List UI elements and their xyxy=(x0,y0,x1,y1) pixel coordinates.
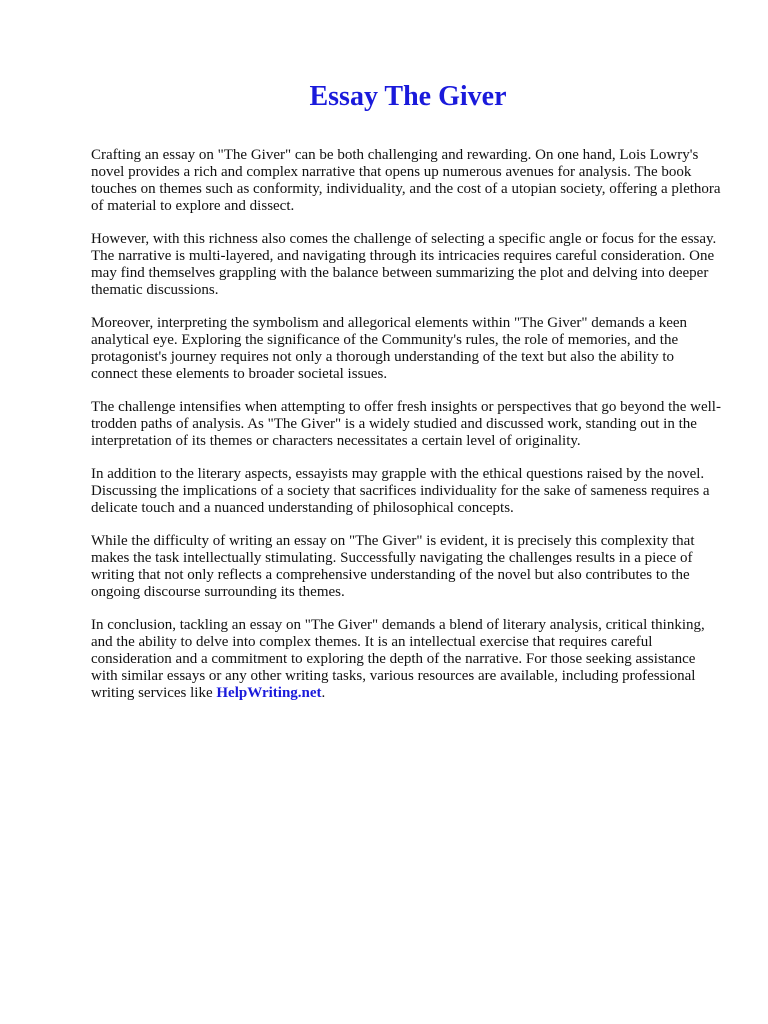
paragraph-2: However, with this richness also comes the challenge of selecting a specific angle or focus for the essay. The narrative is multi-layered, and navigating through its intricacies requires careful consideration. One may find themselves grappling with the balance between summarizing the plot and delving into deeper thematic discussions. xyxy=(91,231,717,298)
paragraph-7-text: In conclusion, tackling an essay on "The Giver" demands a blend of literary analysis, critical thinking, and the ability to delve into complex themes. It is an intellectual exercise that requires careful consideration and a commitment to exploring the depth of the narrative. For those seeking assistance with similar essays or any other writing tasks, various resources are available, including professional writing services like xyxy=(91,617,705,701)
helpwriting-link[interactable]: HelpWriting.net xyxy=(216,685,322,701)
paragraph-7 xyxy=(91,617,721,702)
paragraph-3: Moreover, interpreting the symbolism and allegorical elements within "The Giver" demands a keen analytical eye. Exploring the significance of the Community's rules, the role of memories, and the protagonist's journey requires not only a thorough understanding of the text but also the ability to connect these elements to broader societal issues. xyxy=(91,315,688,382)
paragraph-6: While the difficulty of writing an essay on "The Giver" is evident, it is precisely this complexity that makes the task intellectually stimulating. Successfully navigating the challenges results in a piece of writing that not only reflects a comprehensive understanding of the novel but also contributes to the ongoing discourse surrounding its themes. xyxy=(91,533,695,600)
document-title: Essay The Giver xyxy=(309,81,507,112)
document-body xyxy=(91,147,721,718)
paragraph-1: Crafting an essay on "The Giver" can be both challenging and rewarding. On one hand, Lois Lowry's novel provides a rich and complex narrative that opens up numerous avenues for analysis. The book touches on themes such as conformity, individuality, and the cost of a utopian society, offering a plethora of material to explore and dissect. xyxy=(91,147,721,214)
paragraph-5: In addition to the literary aspects, essayists may grapple with the ethical questions raised by the novel. Discussing the implications of a society that sacrifices individuality for the sake of sameness requires a delicate touch and a nuanced understanding of philosophical concepts. xyxy=(91,466,710,516)
paragraph-4: The challenge intensifies when attempting to offer fresh insights or perspectives that go beyond the well-trodden paths of analysis. As "The Giver" is a widely studied and discussed work, standing out in the interpretation of its themes or characters necessitates a certain level of originality. xyxy=(91,399,721,449)
paragraph-7-period: . xyxy=(321,685,326,701)
